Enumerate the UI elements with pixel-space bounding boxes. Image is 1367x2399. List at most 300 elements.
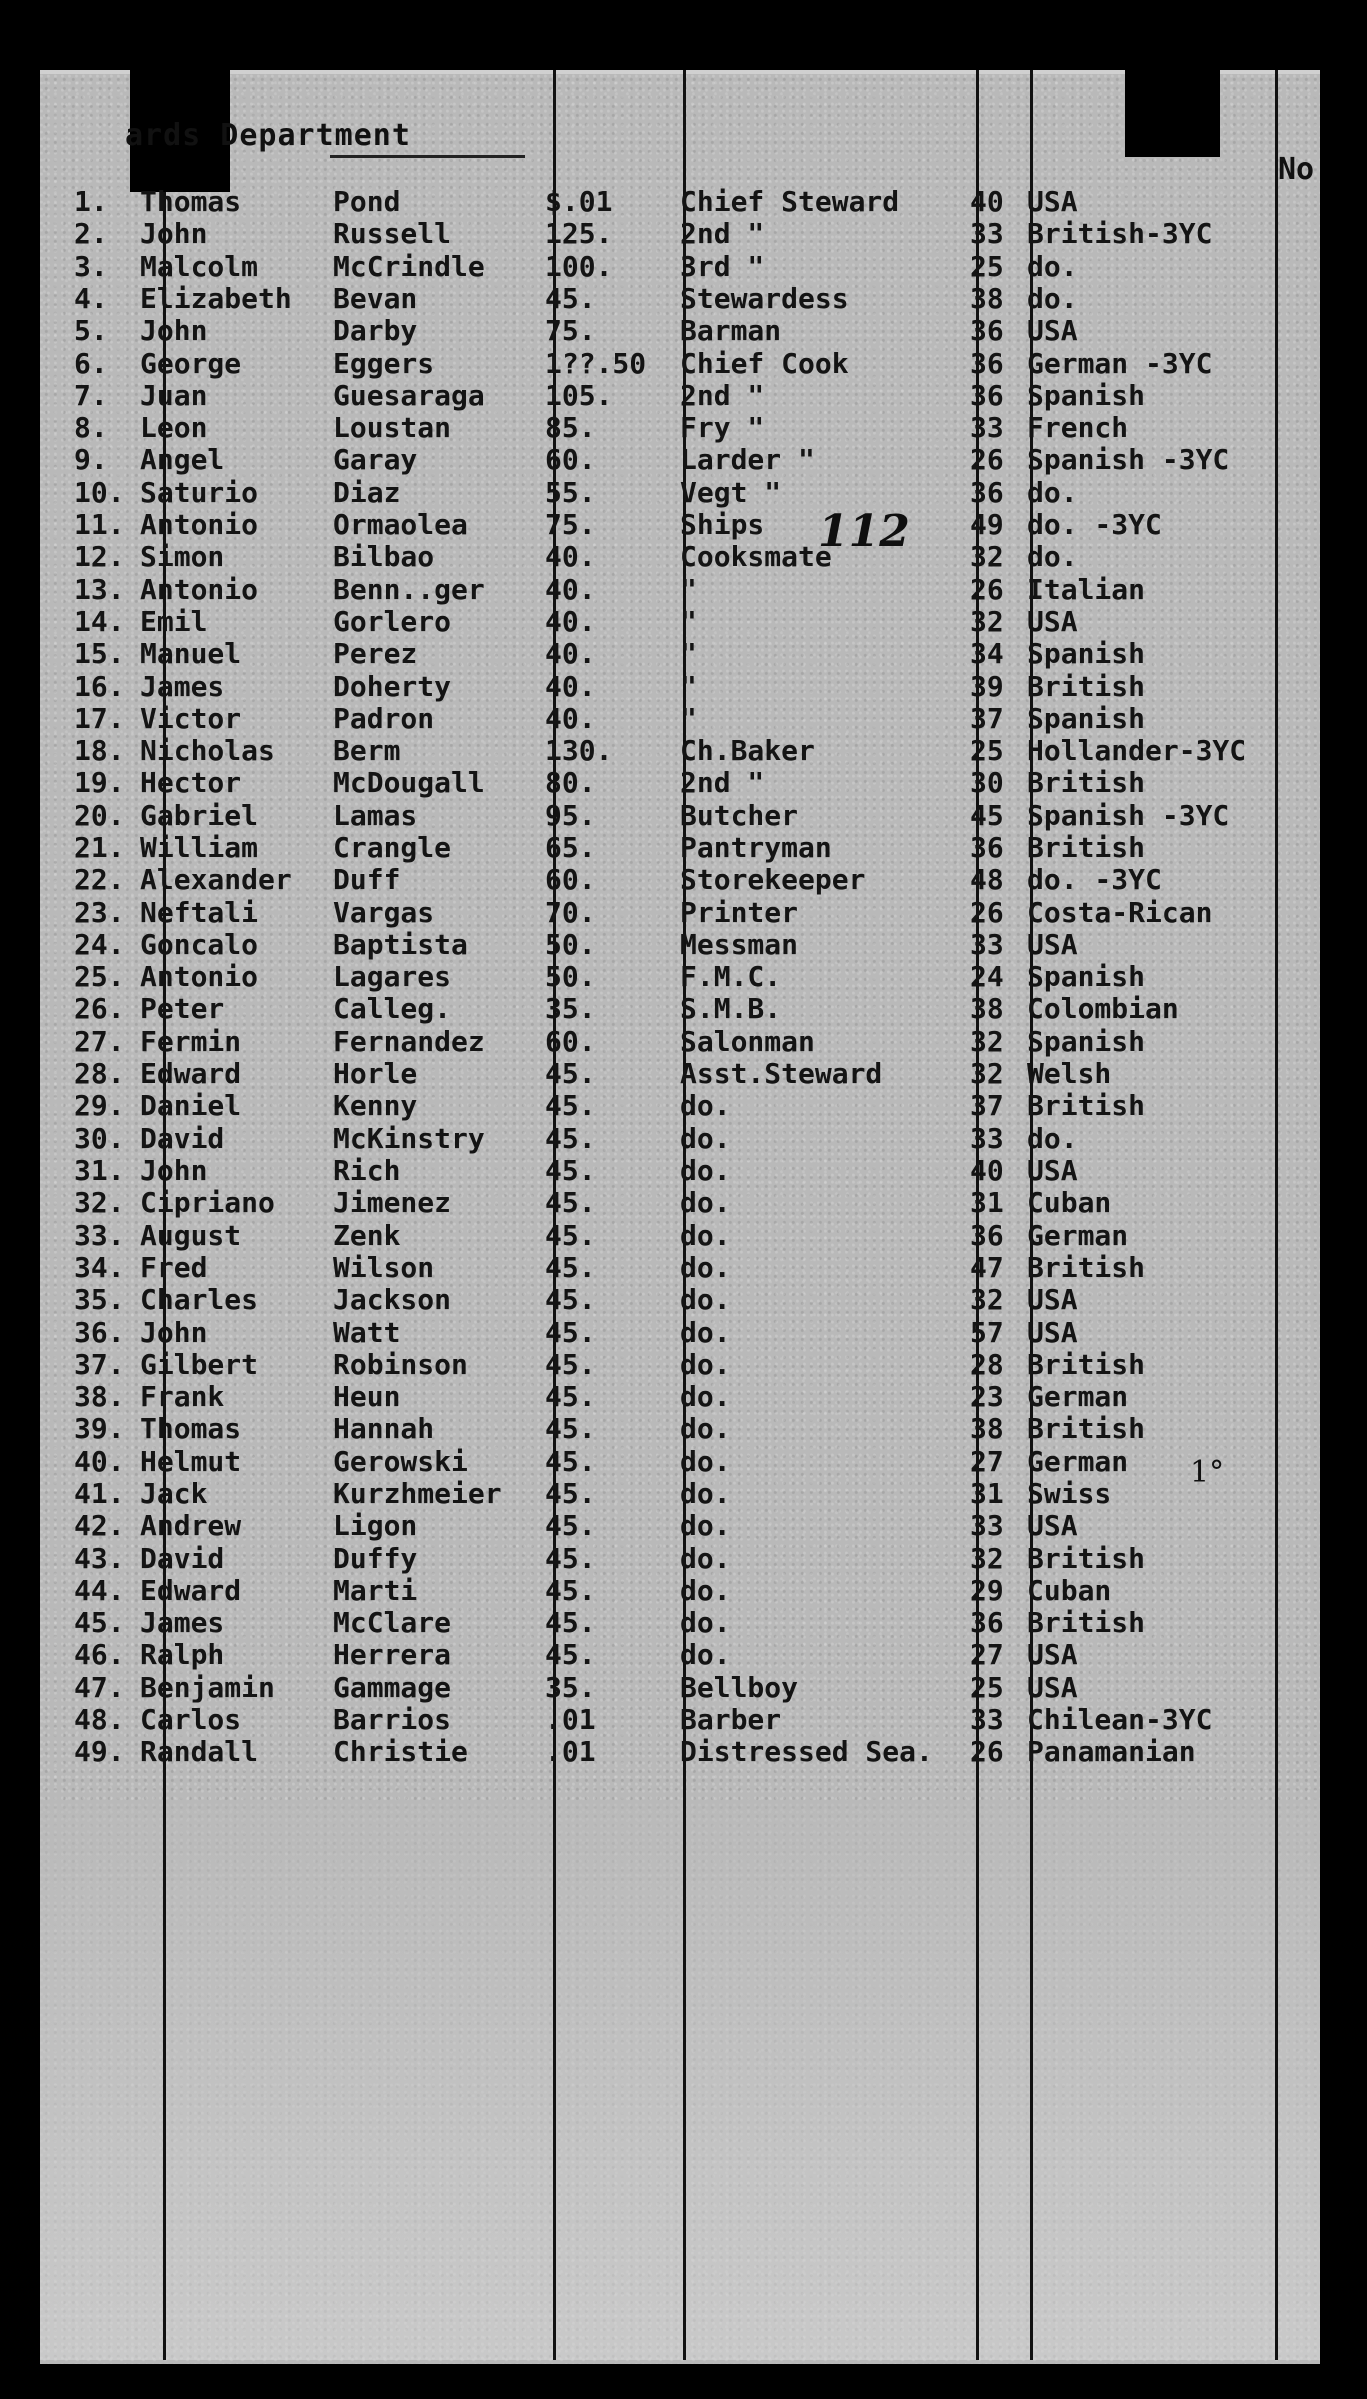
last-name: Hannah <box>333 1412 435 1445</box>
first-name: Juan <box>140 379 208 412</box>
wage: 45. <box>545 1638 596 1671</box>
wage: 45. <box>545 1445 596 1478</box>
nationality: Spanish -3YC <box>1027 799 1230 832</box>
rank: do. <box>680 1606 731 1639</box>
rank: Salonman <box>680 1025 815 1058</box>
age: 36 <box>970 1219 1004 1252</box>
age: 47 <box>970 1251 1004 1284</box>
row-number: 7. <box>74 379 108 412</box>
age: 33 <box>970 217 1004 250</box>
rank: Barber <box>680 1703 782 1736</box>
row-number: 4. <box>74 282 108 315</box>
nationality: Spanish <box>1027 379 1146 412</box>
last-name: Herrera <box>333 1638 452 1671</box>
last-name: McKinstry <box>333 1122 485 1155</box>
rank: 2nd " <box>680 217 765 250</box>
first-name: Frank <box>140 1380 225 1413</box>
wage: 45. <box>545 282 596 315</box>
rank: do. <box>680 1186 731 1219</box>
nationality: USA <box>1027 1316 1078 1349</box>
rank: do. <box>680 1445 731 1478</box>
wage: 50. <box>545 960 596 993</box>
age: 36 <box>970 314 1004 347</box>
last-name: Loustan <box>333 411 452 444</box>
wage: 60. <box>545 863 596 896</box>
row-number: 14. <box>74 605 125 638</box>
rank: Cooksmate <box>680 540 832 573</box>
nationality: German <box>1027 1380 1129 1413</box>
rank: do. <box>680 1283 731 1316</box>
row-number: 35. <box>74 1283 125 1316</box>
row-number: 32. <box>74 1186 125 1219</box>
first-name: John <box>140 217 208 250</box>
nationality: British <box>1027 1251 1146 1284</box>
first-name: John <box>140 1154 208 1187</box>
row-number: 46. <box>74 1638 125 1671</box>
last-name: Watt <box>333 1316 401 1349</box>
age: 25 <box>970 1671 1004 1704</box>
wage: 45. <box>545 1412 596 1445</box>
nationality: USA <box>1027 185 1078 218</box>
first-name: Victor <box>140 702 242 735</box>
nationality: Spanish <box>1027 960 1146 993</box>
first-name: Charles <box>140 1283 259 1316</box>
rank: S.M.B. <box>680 992 782 1025</box>
nationality: USA <box>1027 1509 1078 1542</box>
nationality: Colombian <box>1027 992 1179 1025</box>
age: 32 <box>970 1057 1004 1090</box>
rank: Pantryman <box>680 831 832 864</box>
last-name: Lagares <box>333 960 452 993</box>
wage: 125. <box>545 217 613 250</box>
wage: 45. <box>545 1283 596 1316</box>
heading-underline <box>330 155 525 158</box>
wage: 40. <box>545 605 596 638</box>
first-name: George <box>140 347 242 380</box>
first-name: Goncalo <box>140 928 259 961</box>
nationality: USA <box>1027 1283 1078 1316</box>
last-name: Berm <box>333 734 401 767</box>
rank: Stewardess <box>680 282 849 315</box>
rank: Bellboy <box>680 1671 799 1704</box>
row-number: 3. <box>74 250 108 283</box>
rank: Ships <box>680 508 765 541</box>
last-name: Rich <box>333 1154 401 1187</box>
age: 28 <box>970 1348 1004 1381</box>
wage: 40. <box>545 670 596 703</box>
rank: Barman <box>680 314 782 347</box>
rank: Chief Steward <box>680 185 900 218</box>
wage: 40. <box>545 540 596 573</box>
row-number: 25. <box>74 960 125 993</box>
first-name: Saturio <box>140 476 259 509</box>
age: 31 <box>970 1477 1004 1510</box>
last-name: Marti <box>333 1574 418 1607</box>
wage: 95. <box>545 799 596 832</box>
row-number: 41. <box>74 1477 125 1510</box>
age: 33 <box>970 928 1004 961</box>
age: 33 <box>970 1509 1004 1542</box>
row-number: 36. <box>74 1316 125 1349</box>
last-name: Gerowski <box>333 1445 468 1478</box>
first-name: Hector <box>140 766 242 799</box>
first-name: Leon <box>140 411 208 444</box>
sheet-lower-fade <box>40 1800 1320 2360</box>
rank: Storekeeper <box>680 863 866 896</box>
row-number: 15. <box>74 637 125 670</box>
nationality: USA <box>1027 928 1078 961</box>
nationality: Spanish -3YC <box>1027 443 1230 476</box>
age: 27 <box>970 1638 1004 1671</box>
age: 36 <box>970 1606 1004 1639</box>
rank: 2nd " <box>680 766 765 799</box>
row-number: 17. <box>74 702 125 735</box>
nationality: British-3YC <box>1027 217 1213 250</box>
row-number: 49. <box>74 1735 125 1768</box>
row-number: 48. <box>74 1703 125 1736</box>
row-number: 21. <box>74 831 125 864</box>
age: 33 <box>970 1122 1004 1155</box>
nationality: Cuban <box>1027 1186 1112 1219</box>
age: 40 <box>970 1154 1004 1187</box>
first-name: Elizabeth <box>140 282 292 315</box>
nationality: Italian <box>1027 573 1146 606</box>
age: 40 <box>970 185 1004 218</box>
last-name: Ligon <box>333 1509 418 1542</box>
age: 32 <box>970 605 1004 638</box>
row-number: 13. <box>74 573 125 606</box>
column-rule-6 <box>1275 70 1278 2360</box>
nationality: USA <box>1027 1671 1078 1704</box>
first-name: Cipriano <box>140 1186 275 1219</box>
wage: 45. <box>545 1122 596 1155</box>
row-number: 33. <box>74 1219 125 1252</box>
last-name: Duff <box>333 863 401 896</box>
last-name: Russell <box>333 217 452 250</box>
wage: 45. <box>545 1219 596 1252</box>
age: 23 <box>970 1380 1004 1413</box>
rank: " <box>680 670 697 703</box>
rank: Fry " <box>680 411 765 444</box>
first-name: August <box>140 1219 242 1252</box>
wage: 45. <box>545 1251 596 1284</box>
first-name: Helmut <box>140 1445 242 1478</box>
ink-blot-top-right <box>1125 62 1220 157</box>
rank: do. <box>680 1122 731 1155</box>
first-name: Peter <box>140 992 225 1025</box>
nationality: do. <box>1027 1122 1078 1155</box>
last-name: Zenk <box>333 1219 401 1252</box>
wage: 45. <box>545 1057 596 1090</box>
rank: do. <box>680 1574 731 1607</box>
wage: 75. <box>545 314 596 347</box>
nationality: USA <box>1027 314 1078 347</box>
handwritten-annotation: 112 <box>818 506 910 557</box>
margin-mark: 1° <box>1190 1455 1225 1490</box>
row-number: 9. <box>74 443 108 476</box>
wage: 1??.50 <box>545 347 647 380</box>
age: 26 <box>970 573 1004 606</box>
nationality: Chilean-3YC <box>1027 1703 1213 1736</box>
row-number: 44. <box>74 1574 125 1607</box>
first-name: Nicholas <box>140 734 275 767</box>
nationality: British <box>1027 1089 1146 1122</box>
first-name: John <box>140 314 208 347</box>
first-name: John <box>140 1316 208 1349</box>
wage: 45. <box>545 1186 596 1219</box>
nationality: USA <box>1027 605 1078 638</box>
last-name: Guesaraga <box>333 379 485 412</box>
last-name: McDougall <box>333 766 485 799</box>
row-number: 6. <box>74 347 108 380</box>
last-name: Christie <box>333 1735 468 1768</box>
first-name: Simon <box>140 540 225 573</box>
nationality: British <box>1027 1542 1146 1575</box>
age: 30 <box>970 766 1004 799</box>
nationality: British <box>1027 1606 1146 1639</box>
last-name: Eggers <box>333 347 435 380</box>
age: 32 <box>970 540 1004 573</box>
first-name: Thomas <box>140 185 242 218</box>
age: 45 <box>970 799 1004 832</box>
last-name: Gammage <box>333 1671 452 1704</box>
row-number: 24. <box>74 928 125 961</box>
last-name: Kenny <box>333 1089 418 1122</box>
last-name: Padron <box>333 702 435 735</box>
rank: do. <box>680 1509 731 1542</box>
rank: 2nd " <box>680 379 765 412</box>
row-number: 11. <box>74 508 125 541</box>
wage: 40. <box>545 637 596 670</box>
last-name: Perez <box>333 637 418 670</box>
row-number: 12. <box>74 540 125 573</box>
nationality: do. <box>1027 282 1078 315</box>
side-fragment: No <box>1278 152 1315 187</box>
first-name: Carlos <box>140 1703 242 1736</box>
nationality: Welsh <box>1027 1057 1112 1090</box>
wage: 45. <box>545 1380 596 1413</box>
age: 36 <box>970 831 1004 864</box>
wage: 40. <box>545 702 596 735</box>
wage: 45. <box>545 1316 596 1349</box>
age: 26 <box>970 896 1004 929</box>
age: 26 <box>970 443 1004 476</box>
age: 38 <box>970 992 1004 1025</box>
age: 25 <box>970 250 1004 283</box>
wage: 65. <box>545 831 596 864</box>
nationality: do. <box>1027 540 1078 573</box>
wage: 45. <box>545 1348 596 1381</box>
nationality: German <box>1027 1219 1129 1252</box>
wage: 60. <box>545 443 596 476</box>
last-name: Horle <box>333 1057 418 1090</box>
first-name: Malcolm <box>140 250 259 283</box>
wage: 105. <box>545 379 613 412</box>
nationality: Swiss <box>1027 1477 1112 1510</box>
rank: do. <box>680 1412 731 1445</box>
first-name: Edward <box>140 1574 242 1607</box>
wage: 45. <box>545 1509 596 1542</box>
last-name: Baptista <box>333 928 468 961</box>
wage: 55. <box>545 476 596 509</box>
first-name: Gabriel <box>140 799 259 832</box>
age: 31 <box>970 1186 1004 1219</box>
rank: Chief Cook <box>680 347 849 380</box>
rank: " <box>680 702 697 735</box>
row-number: 30. <box>74 1122 125 1155</box>
age: 39 <box>970 670 1004 703</box>
first-name: Manuel <box>140 637 242 670</box>
nationality: Spanish <box>1027 702 1146 735</box>
rank: do. <box>680 1638 731 1671</box>
age: 49 <box>970 508 1004 541</box>
wage: 35. <box>545 992 596 1025</box>
row-number: 31. <box>74 1154 125 1187</box>
last-name: Robinson <box>333 1348 468 1381</box>
wage: 50. <box>545 928 596 961</box>
first-name: Gilbert <box>140 1348 259 1381</box>
row-number: 39. <box>74 1412 125 1445</box>
wage: 75. <box>545 508 596 541</box>
last-name: Ormaolea <box>333 508 468 541</box>
rank: do. <box>680 1219 731 1252</box>
age: 33 <box>970 1703 1004 1736</box>
wage: 85. <box>545 411 596 444</box>
nationality: do. -3YC <box>1027 863 1162 896</box>
row-number: 45. <box>74 1606 125 1639</box>
nationality: British <box>1027 1348 1146 1381</box>
nationality: USA <box>1027 1154 1078 1187</box>
row-number: 2. <box>74 217 108 250</box>
rank: do. <box>680 1251 731 1284</box>
last-name: Heun <box>333 1380 401 1413</box>
age: 32 <box>970 1542 1004 1575</box>
first-name: Angel <box>140 443 225 476</box>
wage: .01 <box>545 1703 596 1736</box>
row-number: 19. <box>74 766 125 799</box>
nationality: Cuban <box>1027 1574 1112 1607</box>
last-name: Vargas <box>333 896 435 929</box>
age: 36 <box>970 379 1004 412</box>
last-name: Bevan <box>333 282 418 315</box>
age: 34 <box>970 637 1004 670</box>
wage: 100. <box>545 250 613 283</box>
first-name: Antonio <box>140 573 259 606</box>
row-number: 37. <box>74 1348 125 1381</box>
wage: 45. <box>545 1477 596 1510</box>
rank: do. <box>680 1380 731 1413</box>
age: 57 <box>970 1316 1004 1349</box>
nationality: British <box>1027 766 1146 799</box>
age: 24 <box>970 960 1004 993</box>
row-number: 23. <box>74 896 125 929</box>
row-number: 29. <box>74 1089 125 1122</box>
age: 32 <box>970 1283 1004 1316</box>
nationality: British <box>1027 670 1146 703</box>
nationality: do. <box>1027 250 1078 283</box>
first-name: Edward <box>140 1057 242 1090</box>
first-name: Alexander <box>140 863 292 896</box>
nationality: British <box>1027 1412 1146 1445</box>
rank: do. <box>680 1348 731 1381</box>
last-name: Crangle <box>333 831 452 864</box>
wage: 60. <box>545 1025 596 1058</box>
nationality: Costa-Rican <box>1027 896 1213 929</box>
last-name: Jackson <box>333 1283 452 1316</box>
rank: " <box>680 605 697 638</box>
last-name: Calleg. <box>333 992 452 1025</box>
wage: 40. <box>545 573 596 606</box>
row-number: 18. <box>74 734 125 767</box>
age: 27 <box>970 1445 1004 1478</box>
wage: 45. <box>545 1606 596 1639</box>
row-number: 16. <box>74 670 125 703</box>
last-name: Garay <box>333 443 418 476</box>
nationality: do. -3YC <box>1027 508 1162 541</box>
first-name: Emil <box>140 605 208 638</box>
first-name: Antonio <box>140 508 259 541</box>
rank: Larder " <box>680 443 815 476</box>
last-name: Benn..ger <box>333 573 485 606</box>
rank: do. <box>680 1542 731 1575</box>
nationality: British <box>1027 831 1146 864</box>
nationality: Panamanian <box>1027 1735 1196 1768</box>
age: 36 <box>970 347 1004 380</box>
first-name: Randall <box>140 1735 259 1768</box>
last-name: Jimenez <box>333 1186 452 1219</box>
rank: 3rd " <box>680 250 765 283</box>
wage: 70. <box>545 896 596 929</box>
age: 32 <box>970 1025 1004 1058</box>
rank: Ch.Baker <box>680 734 815 767</box>
last-name: Wilson <box>333 1251 435 1284</box>
age: 37 <box>970 702 1004 735</box>
age: 36 <box>970 476 1004 509</box>
rank: do. <box>680 1154 731 1187</box>
last-name: Doherty <box>333 670 452 703</box>
rank: " <box>680 573 697 606</box>
row-number: 22. <box>74 863 125 896</box>
rank: Distressed Sea. <box>680 1735 933 1768</box>
row-number: 47. <box>74 1671 125 1704</box>
first-name: Andrew <box>140 1509 242 1542</box>
last-name: Fernandez <box>333 1025 485 1058</box>
row-number: 8. <box>74 411 108 444</box>
wage: 45. <box>545 1154 596 1187</box>
rank: Vegt " <box>680 476 782 509</box>
first-name: David <box>140 1122 225 1155</box>
department-heading: ards Department <box>125 118 411 153</box>
first-name: William <box>140 831 259 864</box>
rank: Printer <box>680 896 799 929</box>
row-number: 34. <box>74 1251 125 1284</box>
first-name: Thomas <box>140 1412 242 1445</box>
rank: Butcher <box>680 799 799 832</box>
wage: 130. <box>545 734 613 767</box>
last-name: Kurzhmeier <box>333 1477 502 1510</box>
row-number: 43. <box>74 1542 125 1575</box>
age: 33 <box>970 411 1004 444</box>
last-name: Pond <box>333 185 401 218</box>
first-name: David <box>140 1542 225 1575</box>
wage: 35. <box>545 1671 596 1704</box>
age: 38 <box>970 1412 1004 1445</box>
wage: 45. <box>545 1089 596 1122</box>
rank: do. <box>680 1316 731 1349</box>
row-number: 26. <box>74 992 125 1025</box>
rank: F.M.C. <box>680 960 782 993</box>
nationality: German -3YC <box>1027 347 1213 380</box>
